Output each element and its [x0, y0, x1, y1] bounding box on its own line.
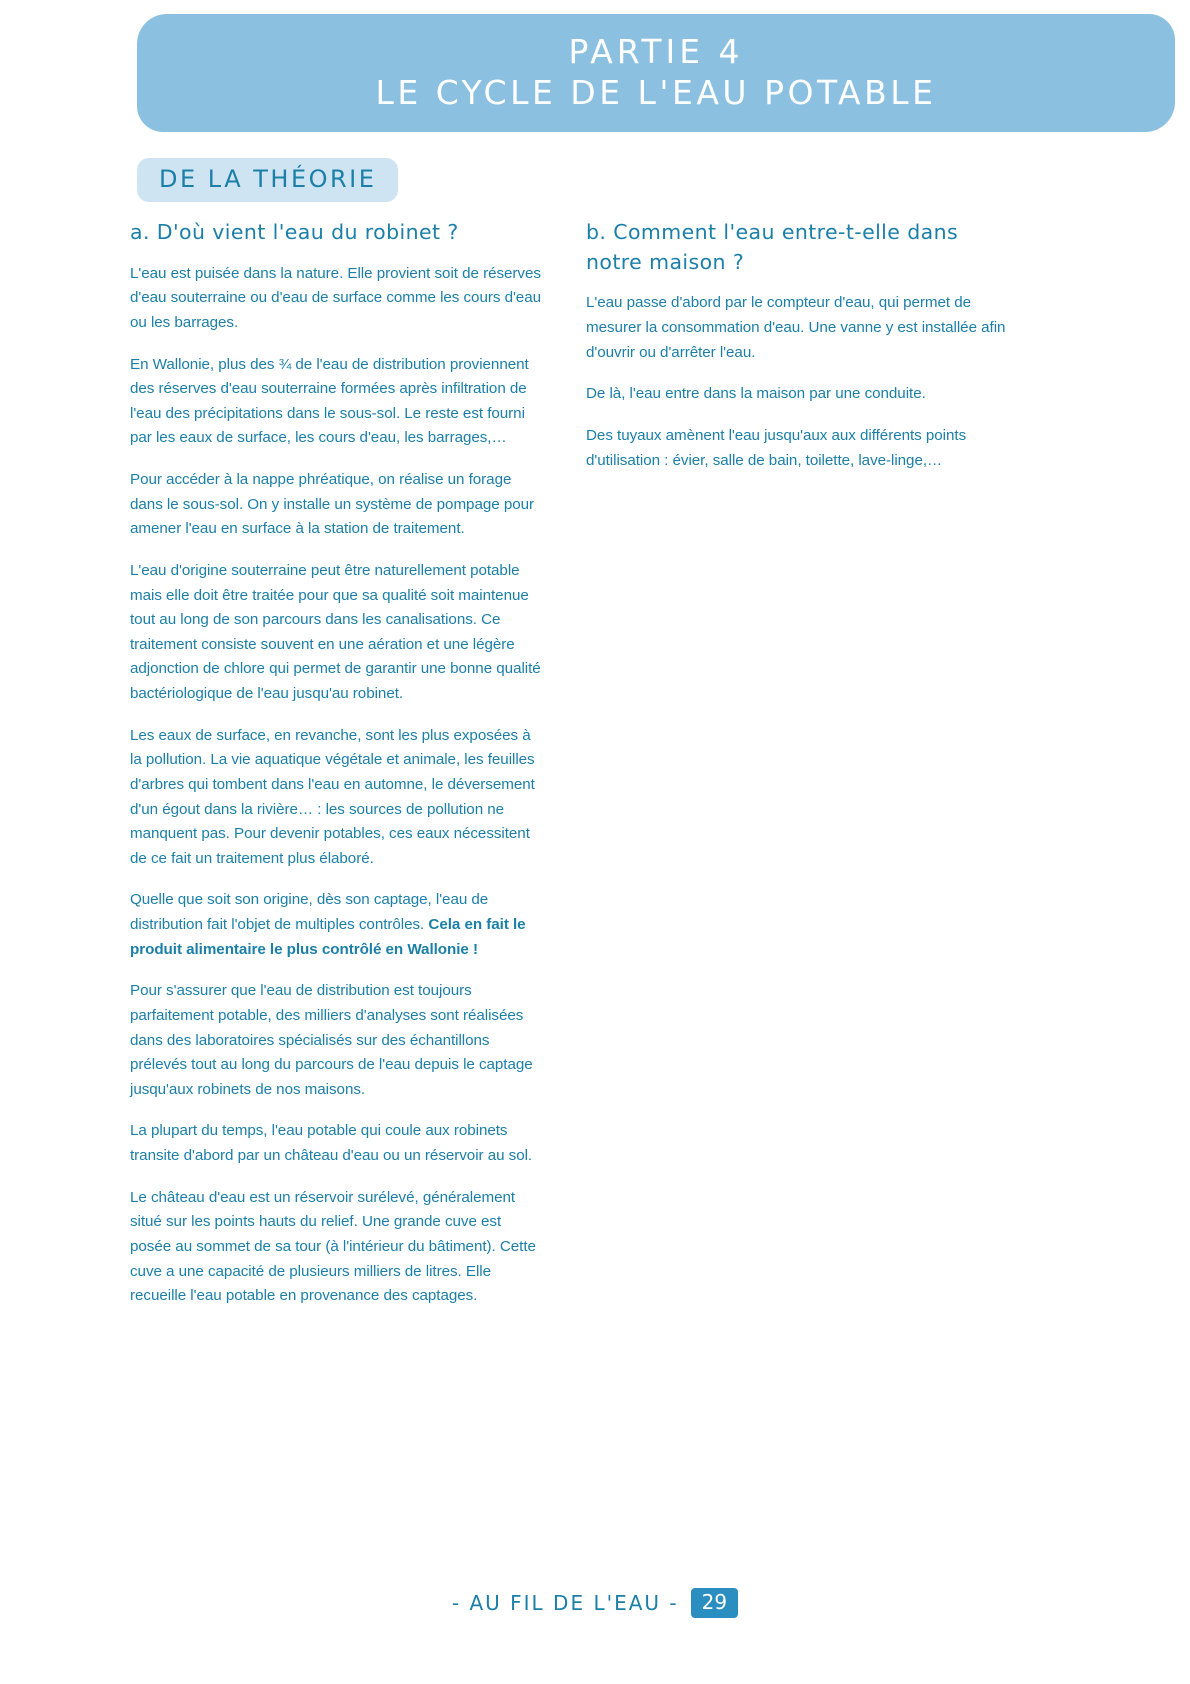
paragraph-with-emphasis [130, 888, 542, 962]
section-chip: DE LA THÉORIE [137, 158, 398, 202]
paragraph-text: Quelle que soit son origine, dès son captage, l'eau de distribution fait l'objet de multiples contrôles. [130, 891, 489, 934]
paragraph: Des tuyaux amènent l'eau jusqu'aux aux différents points d'utilisation : évier, salle de bain, toilette, lave-linge,… [586, 426, 967, 469]
page-number-badge: 29 [691, 1588, 738, 1618]
paragraph: L'eau d'origine souterraine peut être naturellement potable mais elle doit être traitée pour que sa qualité soit maintenue tout au long de son parcours dans les canalisations. Ce traitement consiste souvent en une aération et une légère adjonction de chlore qui permet de garantir une bonne qualité bactériologique de l'eau jusqu'au robinet. [130, 561, 541, 703]
paragraph: Pour accéder à la nappe phréatique, on réalise un forage dans le sous-sol. On y installe un système de pompage pour amener l'eau en surface à la station de traitement. [130, 471, 535, 538]
paragraph: Les eaux de surface, en revanche, sont les plus exposées à la pollution. La vie aquatique végétale et animale, les feuilles d'arbres qui tombent dans l'eau en automne, le déversement d'un égout dans la rivière… : les sources de pollution ne manquent pas. Pour devenir potables, ces eaux nécessitent de ce fait un traitement plus élaboré. [130, 726, 535, 867]
paragraph: Pour s'assurer que l'eau de distribution est toujours parfaitement potable, des milliers d'analyses sont réalisées dans des laboratoires spécialisés sur des échantillons prélevés tout au long du parcours de l'eau depuis le captage jusqu'aux robinets de nos maisons. [130, 982, 533, 1098]
content-columns [130, 218, 1050, 1309]
part-banner-subtitle: LE CYCLE DE L'EAU POTABLE [375, 73, 937, 113]
right-column-heading: b. Comment l'eau entre-t-elle dans notre maison ? [586, 220, 959, 274]
paragraph: L'eau est puisée dans la nature. Elle provient soit de réserves d'eau souterraine ou d'eau de surface comme les cours d'eau ou les barrages. [130, 264, 541, 331]
paragraph: L'eau passe d'abord par le compteur d'eau, qui permet de mesurer la consommation d'eau. Une vanne y est installée afin d'ouvrir ou d'arrêter l'eau. [586, 294, 1006, 361]
paragraph: En Wallonie, plus des ¾ de l'eau de distribution proviennent des réserves d'eau souterraine formées après infiltration de l'eau des précipitations dans le sous-sol. Le reste est fourni par les eaux de surface, les cours d'eau, les barrages,… [130, 355, 529, 447]
paragraph: De là, l'eau entre dans la maison par une conduite. [586, 385, 926, 403]
left-column-heading: a. D'où vient l'eau du robinet ? [130, 220, 459, 244]
left-column [130, 218, 542, 1309]
page-footer [0, 1588, 1190, 1618]
right-column [586, 218, 1006, 1309]
part-banner-title: PARTIE 4 [568, 31, 744, 71]
part-banner [137, 14, 1175, 132]
paragraph: La plupart du temps, l'eau potable qui coule aux robinets transite d'abord par un château d'eau ou un réservoir au sol. [130, 1122, 533, 1165]
paragraph-bold-text: Cela en fait le produit alimentaire le plus contrôlé en Wallonie ! [130, 916, 526, 958]
footer-title: - AU FIL DE L'EAU - [451, 1591, 679, 1615]
paragraph: Le château d'eau est un réservoir surélevé, généralement situé sur les points hauts du relief. Une grande cuve est posée au sommet de sa tour (à l'intérieur du bâtiment). Cette cuve a une capacité de plusieurs milliers de litres. Elle recueille l'eau potable en provenance des captages. [130, 1188, 536, 1305]
